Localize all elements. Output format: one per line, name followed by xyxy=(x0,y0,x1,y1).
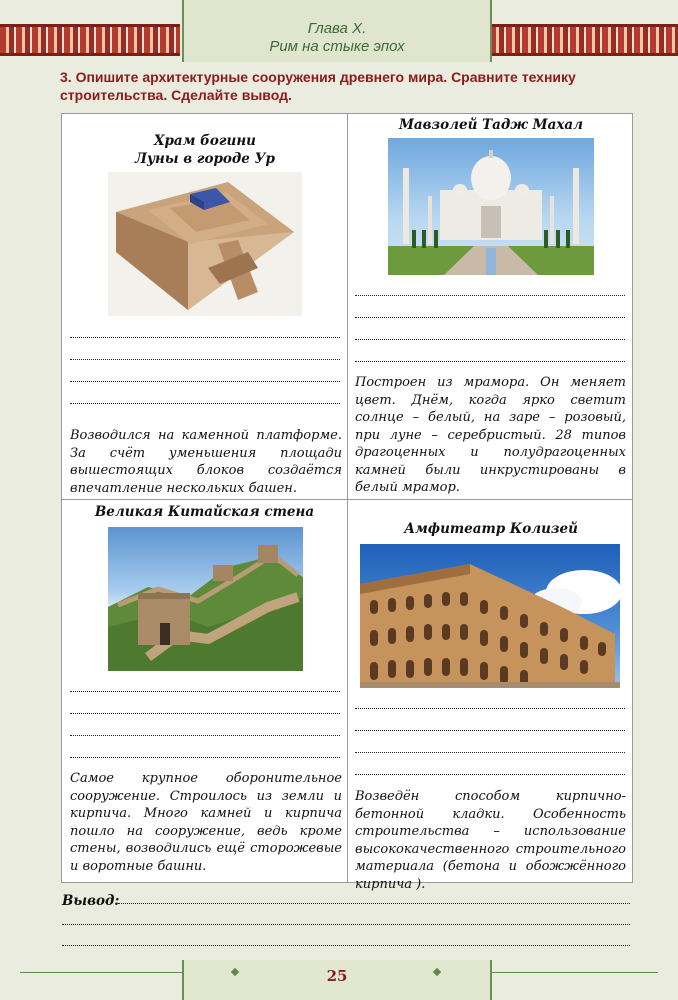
answer-line[interactable] xyxy=(355,773,625,775)
page-number: 25 xyxy=(326,967,348,985)
cell-description-colosseum: Возведён способом кирпично-бетонной кладки. Особенность строительства – использование высококачественного строительного материала (бетона и обожжённого кирпича ). xyxy=(355,789,626,892)
colosseum-image xyxy=(360,544,620,688)
conclusion-line[interactable] xyxy=(62,944,630,946)
great-wall-image xyxy=(108,527,303,671)
chapter-subtitle: Рим на стыке эпох xyxy=(269,38,405,55)
answer-line[interactable] xyxy=(70,336,340,338)
cell-description-great-wall: Самое крупное оборонительное сооружение. Строилось из земли и кирпича. Много камней и кирпича пошло на сооружение, ведь кроме стены, возводились ещё сторожевые и воротные башни. xyxy=(70,771,342,874)
conclusion-label: Вывод: xyxy=(62,893,120,909)
cell-title-great-wall: Великая Китайская стена xyxy=(94,504,315,520)
answer-line[interactable] xyxy=(70,358,340,360)
answer-line[interactable] xyxy=(355,707,625,709)
cell-description-taj-mahal: Построен из мрамора. Он меняет цвет. Днём, когда ярко светит солнце – белый, на заре – розовый, при луне – серебристый. 28 типов драгоценных и полудрагоценных камней были инкрустированы в белый мрамор. xyxy=(355,375,626,495)
task-heading: 3. Опишите архитектурные сооружения древнего мира. Сравните технику строительства. Сделайте вывод. xyxy=(60,69,576,103)
answer-line[interactable] xyxy=(70,690,340,692)
ur-temple-image xyxy=(108,172,302,316)
answer-line[interactable] xyxy=(70,402,340,404)
taj-mahal-image xyxy=(388,138,594,275)
answer-line[interactable] xyxy=(355,316,625,318)
cell-title-colosseum: Амфитеатр Колизей xyxy=(404,521,578,537)
header-ornament-right xyxy=(490,24,678,56)
footer-line-right xyxy=(490,972,658,973)
answer-line[interactable] xyxy=(355,294,625,296)
answer-line[interactable] xyxy=(355,729,625,731)
answer-line[interactable] xyxy=(355,338,625,340)
header-ornament-left xyxy=(0,24,180,56)
conclusion-line[interactable] xyxy=(62,923,630,925)
answer-line[interactable] xyxy=(70,380,340,382)
cell-title-taj-mahal: Мавзолей Тадж Махал xyxy=(398,117,584,133)
table-divider-horizontal xyxy=(61,499,633,500)
cell-title-ur-temple: Храм богини Луны в городе Ур xyxy=(135,133,275,167)
cell-description-ur-temple: Возводился на каменной платформе. За счёт уменьшения площади вышестоящих блоков создаётся впечатление нескольких башен. xyxy=(70,428,342,496)
answer-line[interactable] xyxy=(70,712,340,714)
answer-line[interactable] xyxy=(70,734,340,736)
answer-line[interactable] xyxy=(355,751,625,753)
table-divider-vertical xyxy=(347,113,348,883)
answer-line[interactable] xyxy=(355,360,625,362)
chapter-title: Глава X. xyxy=(307,20,367,37)
conclusion-line[interactable] xyxy=(118,902,630,904)
answer-line[interactable] xyxy=(70,756,340,758)
footer-line-left xyxy=(20,972,182,973)
